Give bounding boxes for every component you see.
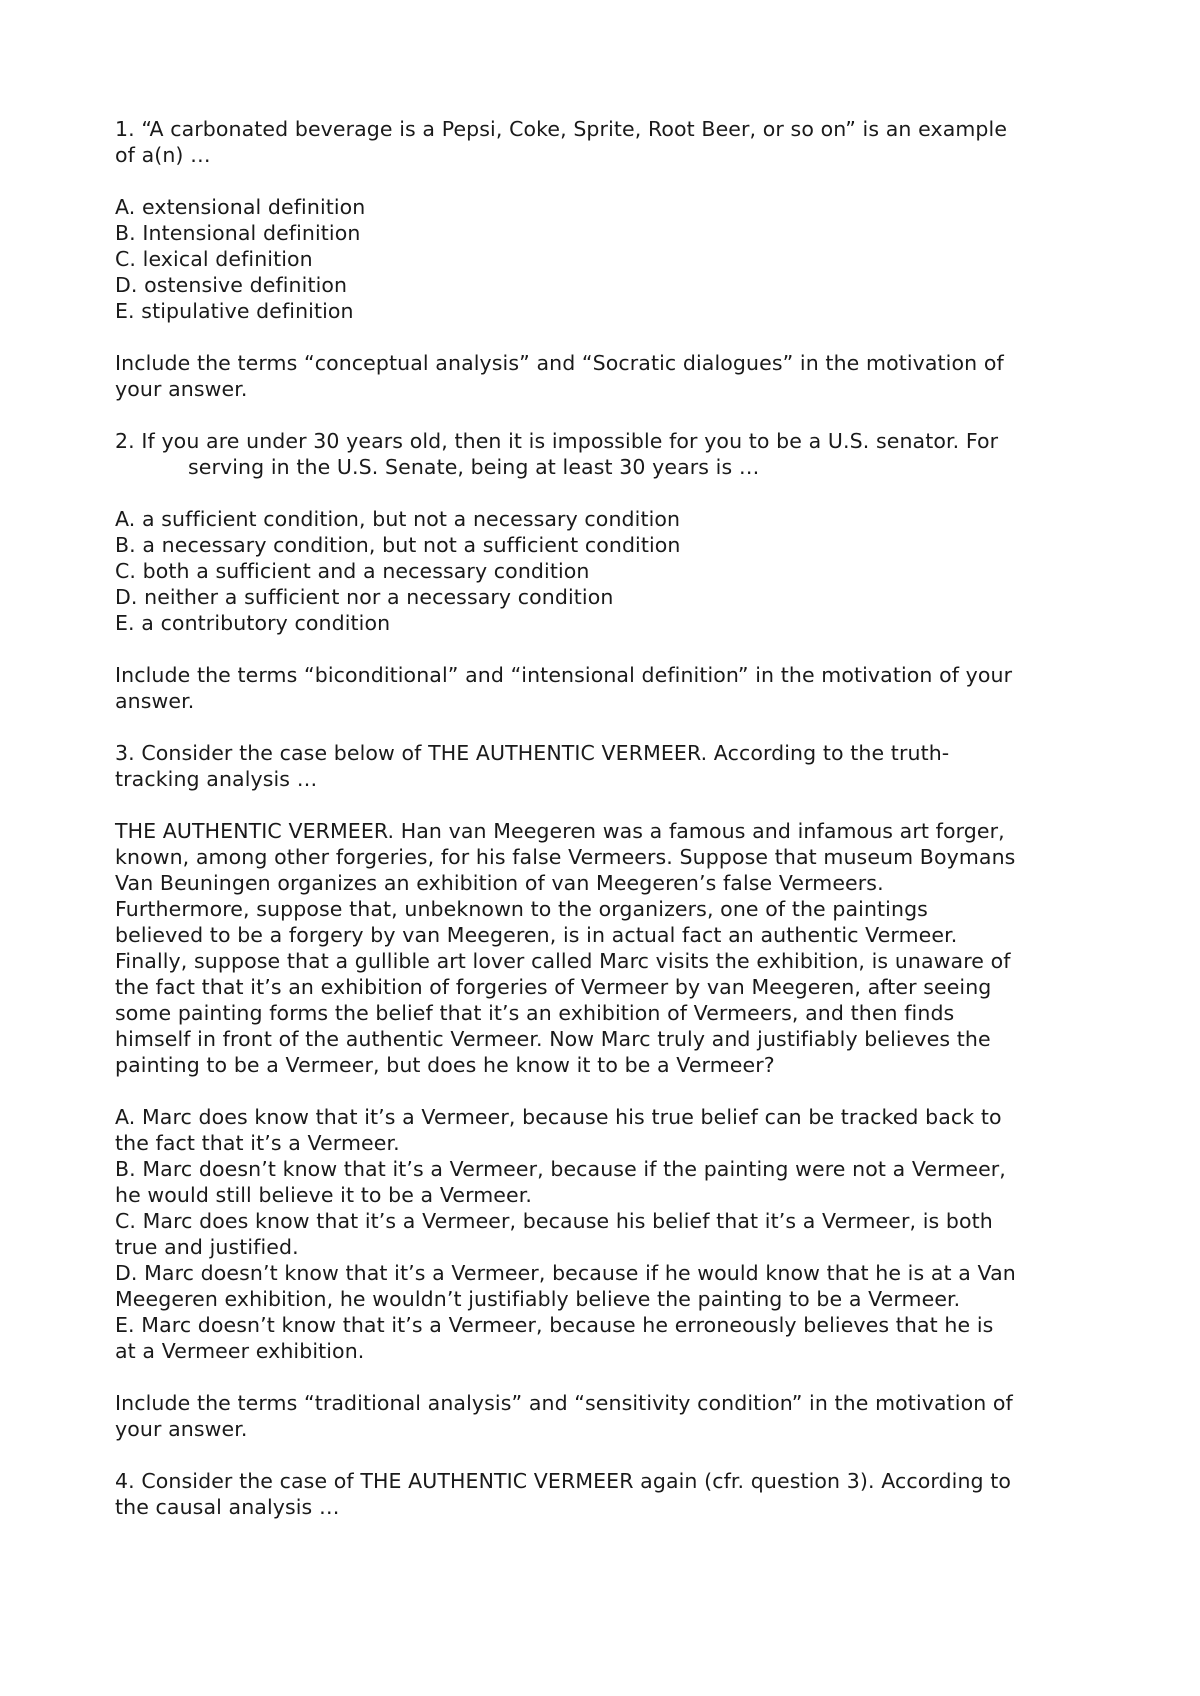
question-3-case-text bbox=[115, 818, 1095, 1078]
case-text-line: some painting forms the belief that it’s an exhibition of Vermeers, and then finds bbox=[115, 1001, 955, 1025]
question-1-option-b: B. Intensional definition bbox=[115, 221, 361, 245]
case-text-line: believed to be a forgery by van Meegeren, is in actual fact an authentic Vermeer. bbox=[115, 923, 958, 947]
question-3-options bbox=[115, 1104, 1095, 1364]
question-3-option-c: C. Marc does know that it’s a Vermeer, because his belief that it’s a Vermeer, is both bbox=[115, 1209, 993, 1233]
question-3-instruction-line: Include the terms “traditional analysis” and “sensitivity condition” in the motivation of bbox=[115, 1391, 1013, 1415]
case-text-line: himself in front of the authentic Vermeer. Now Marc truly and justifiably believes the bbox=[115, 1027, 991, 1051]
question-3-stem-line: tracking analysis … bbox=[115, 767, 318, 791]
question-2-instruction-line: Include the terms “biconditional” and “intensional definition” in the motivation of your bbox=[115, 663, 1013, 687]
question-3-option-a: A. Marc does know that it’s a Vermeer, because his true belief can be tracked back to bbox=[115, 1105, 1002, 1129]
case-text-line: painting to be a Vermeer, but does he know it to be a Vermeer? bbox=[115, 1053, 775, 1077]
document-page bbox=[115, 116, 1095, 1520]
question-3-option-e: E. Marc doesn’t know that it’s a Vermeer, because he erroneously believes that he is bbox=[115, 1313, 994, 1337]
case-text-line: THE AUTHENTIC VERMEER. Han van Meegeren was a famous and infamous art forger, bbox=[115, 819, 1005, 843]
question-3-option-c-cont: true and justified. bbox=[115, 1235, 299, 1259]
question-2-stem-line: 2. If you are under 30 years old, then it is impossible for you to be a U.S. senator. For bbox=[115, 429, 999, 453]
question-3-option-d: D. Marc doesn’t know that it’s a Vermeer, because if he would know that he is at a Van bbox=[115, 1261, 1016, 1285]
question-3-option-d-cont: Meegeren exhibition, he wouldn’t justifiably believe the painting to be a Vermeer. bbox=[115, 1287, 961, 1311]
question-2 bbox=[115, 428, 1095, 714]
case-text-line: Furthermore, suppose that, unbeknown to the organizers, one of the paintings bbox=[115, 897, 928, 921]
question-1-option-c: C. lexical definition bbox=[115, 247, 313, 271]
question-1-instruction-line: your answer. bbox=[115, 377, 248, 401]
question-3-option-b-cont: he would still believe it to be a Vermeer. bbox=[115, 1183, 532, 1207]
question-1-option-d: D. ostensive definition bbox=[115, 273, 348, 297]
question-1 bbox=[115, 116, 1095, 402]
question-3-option-b: B. Marc doesn’t know that it’s a Vermeer, because if the painting were not a Vermeer, bbox=[115, 1157, 1006, 1181]
case-text-line: Van Beuningen organizes an exhibition of van Meegeren’s false Vermeers. bbox=[115, 871, 884, 895]
question-2-option-c: C. both a sufficient and a necessary condition bbox=[115, 559, 590, 583]
question-4 bbox=[115, 1468, 1095, 1520]
question-1-option-a: A. extensional definition bbox=[115, 195, 366, 219]
question-1-instruction-line: Include the terms “conceptual analysis” and “Socratic dialogues” in the motivation of bbox=[115, 351, 1004, 375]
question-3-instruction-line: your answer. bbox=[115, 1417, 248, 1441]
question-1-stem-line: 1. “A carbonated beverage is a Pepsi, Coke, Sprite, Root Beer, or so on” is an example bbox=[115, 117, 1008, 141]
question-2-option-e: E. a contributory condition bbox=[115, 611, 391, 635]
question-1-option-e: E. stipulative definition bbox=[115, 299, 354, 323]
question-2-option-d: D. neither a sufficient nor a necessary condition bbox=[115, 585, 614, 609]
question-3-stem-line: 3. Consider the case below of THE AUTHENTIC VERMEER. According to the truth- bbox=[115, 741, 950, 765]
question-1-stem-line: of a(n) … bbox=[115, 143, 211, 167]
question-2-option-b: B. a necessary condition, but not a sufficient condition bbox=[115, 533, 681, 557]
question-2-stem-line: serving in the U.S. Senate, being at least 30 years is … bbox=[188, 455, 760, 479]
case-text-line: known, among other forgeries, for his false Vermeers. Suppose that museum Boymans bbox=[115, 845, 1016, 869]
question-3-option-a-cont: the fact that it’s a Vermeer. bbox=[115, 1131, 400, 1155]
question-4-stem-line: 4. Consider the case of THE AUTHENTIC VERMEER again (cfr. question 3). According to bbox=[115, 1469, 1012, 1493]
question-2-option-a: A. a sufficient condition, but not a necessary condition bbox=[115, 507, 681, 531]
question-2-instruction-line: answer. bbox=[115, 689, 195, 713]
case-text-line: Finally, suppose that a gullible art lover called Marc visits the exhibition, is unaware of bbox=[115, 949, 1011, 973]
question-4-stem-line: the causal analysis … bbox=[115, 1495, 340, 1519]
question-3-option-e-cont: at a Vermeer exhibition. bbox=[115, 1339, 365, 1363]
question-3 bbox=[115, 740, 1095, 1442]
case-text-line: the fact that it’s an exhibition of forgeries of Vermeer by van Meegeren, after seeing bbox=[115, 975, 992, 999]
